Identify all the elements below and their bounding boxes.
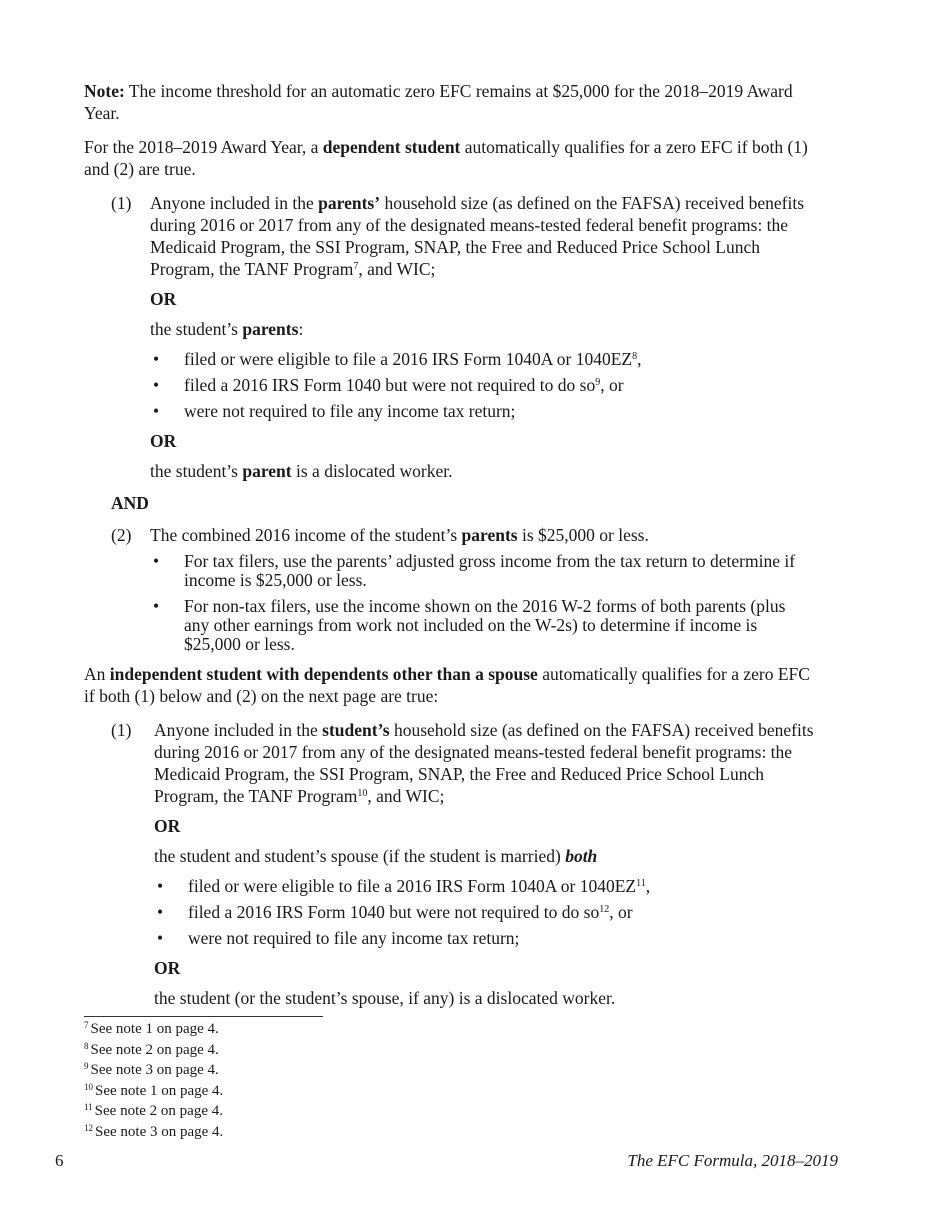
list-item-text: For tax filers, use the parents’ adjusted gross income from the tax return to determine if income is $25,000 or less. <box>184 551 796 590</box>
benefits-text-2: household size (as defined on the FAFSA) received benefits during 2016 or 2017 from any of the designated means-tested federal benefit programs: the Medicaid Program, the SSI Program, SNAP, the Free and Reduced Price School Lunch Program, the TANF Program <box>150 193 805 279</box>
independent-intro-text: An <box>84 664 110 684</box>
footnote-number: 7 <box>84 1020 89 1030</box>
footnote-text: See note 3 on page 4. <box>95 1123 224 1140</box>
list-item-text: were not required to file any income tax return; <box>188 928 520 948</box>
dependent-condition-2 <box>111 524 814 661</box>
condition-body <box>154 719 814 1009</box>
dependent-intro-text: For the 2018–2019 Award Year, a <box>84 137 323 157</box>
footnote-number: 10 <box>84 1081 93 1092</box>
tax-filing-list <box>154 875 814 949</box>
parents-lead-colon: : <box>298 319 304 339</box>
independent-student-term: independent student with dependents other than a spouse <box>109 664 538 684</box>
dependent-student-term: dependent student <box>322 137 461 157</box>
footnote <box>84 1040 223 1061</box>
dislocated-text: the student’s <box>150 461 243 481</box>
independent-intro-text-2: automatically qualifies for a zero EFC if both (1) below and (2) on the next page are true: <box>84 664 810 706</box>
footnote <box>84 1122 223 1143</box>
condition-body <box>150 524 814 661</box>
footnote-ref[interactable]: 8 <box>632 351 638 362</box>
list-item-text: filed or were eligible to file a 2016 IRS Form 1040A or 1040EZ <box>184 349 633 369</box>
benefits-text: Anyone included in the <box>150 193 319 213</box>
list-item-text: were not required to file any income tax return; <box>184 401 516 421</box>
spouse-lead <box>154 845 814 867</box>
tax-filing-list <box>150 348 814 422</box>
or-label: OR <box>150 431 177 451</box>
benefits-text-2: household size (as defined on the FAFSA) received benefits during 2016 or 2017 from any of the designated means-tested federal benefit programs: the Medicaid Program, the SSI Program, SNAP, the Free and Reduced Price School Lunch Program, the TANF Program <box>154 720 814 806</box>
list-item-tail: , or <box>600 375 624 395</box>
footnotes <box>84 1019 223 1142</box>
list-item-tail: , or <box>609 902 633 922</box>
footnote-text: See note 1 on page 4. <box>90 1021 219 1037</box>
condition-number: (2) <box>111 525 132 545</box>
benefits-paragraph <box>150 192 814 280</box>
footnote-number: 11 <box>84 1102 93 1112</box>
footnote-divider <box>84 1016 323 1017</box>
benefits-text-3: , and WIC; <box>367 786 445 806</box>
income-rules-list <box>150 552 814 654</box>
condition-number: (1) <box>111 720 132 740</box>
footnote-ref[interactable]: 9 <box>595 377 601 388</box>
bullet-icon: • <box>157 876 164 896</box>
dislocated-text-2: is a dislocated worker. <box>291 461 453 481</box>
or-separator <box>150 430 814 452</box>
and-label: AND <box>111 493 149 513</box>
dependent-intro-text-2: automatically qualifies for a zero EFC if both (1) and (2) are true. <box>84 137 808 179</box>
bullet-icon: • <box>153 349 160 369</box>
list-item <box>150 374 814 396</box>
bullet-icon: • <box>153 596 160 616</box>
income-text: The combined 2016 income of the student’s <box>150 525 462 545</box>
list-item <box>150 552 814 590</box>
bullet-icon: • <box>157 902 164 922</box>
dependent-intro <box>84 136 814 180</box>
income-paragraph <box>150 524 814 546</box>
bullet-icon: • <box>153 551 160 571</box>
list-item-tail: , <box>645 876 651 896</box>
footnote-text: See note 3 on page 4. <box>90 1062 219 1078</box>
dislocated-worker-line <box>150 460 814 482</box>
both-term: both <box>565 846 598 866</box>
footnote <box>84 1019 223 1040</box>
independent-condition-1 <box>111 719 814 1009</box>
students-term: student’s <box>322 720 390 740</box>
bullet-icon: • <box>153 375 160 395</box>
footnote-ref[interactable]: 10 <box>357 788 368 799</box>
footnote-text: See note 2 on page 4. <box>90 1041 219 1058</box>
footnote-ref[interactable]: 11 <box>636 878 646 889</box>
or-label: OR <box>154 816 181 836</box>
list-item-text: filed or were eligible to file a 2016 IRS Form 1040A or 1040EZ <box>188 876 637 896</box>
or-label: OR <box>154 958 181 978</box>
income-text-2: is $25,000 or less. <box>517 525 649 545</box>
benefits-text-3: , and WIC; <box>358 259 436 279</box>
parents-term-2: parents <box>242 319 299 339</box>
spouse-lead-text: the student and student’s spouse (if the student is married) <box>154 846 566 866</box>
or-separator <box>154 957 814 979</box>
list-item <box>154 901 814 923</box>
list-item-tail: , <box>637 349 642 369</box>
footnote-number: 8 <box>84 1040 89 1051</box>
or-separator <box>154 815 814 837</box>
condition-body <box>150 192 814 482</box>
dependent-condition-1 <box>111 192 814 482</box>
parents-lead <box>150 318 814 340</box>
footnote-ref[interactable]: 12 <box>599 904 610 915</box>
list-item <box>150 597 814 654</box>
parents-term-3: parents <box>461 525 518 545</box>
list-item-text: filed a 2016 IRS Form 1040 but were not required to do so <box>184 375 596 395</box>
footnote-text: See note 1 on page 4. <box>95 1082 224 1099</box>
page-body <box>84 80 814 1009</box>
list-item <box>154 927 814 949</box>
footnote <box>84 1081 223 1102</box>
parents-term: parents’ <box>318 193 381 213</box>
list-item-text: filed a 2016 IRS Form 1040 but were not required to do so <box>188 902 600 922</box>
footnote-number: 9 <box>84 1061 89 1071</box>
or-separator <box>150 288 814 310</box>
running-title: The EFC Formula, 2018–2019 <box>627 1151 838 1170</box>
bullet-icon: • <box>153 401 160 421</box>
footnote <box>84 1060 223 1081</box>
note-text: The income threshold for an automatic zero EFC remains at $25,000 for the 2018–2019 Award Year. <box>84 81 793 123</box>
condition-number: (1) <box>111 193 132 213</box>
benefits-paragraph <box>154 719 814 807</box>
note-paragraph <box>84 80 814 124</box>
parent-term: parent <box>242 461 292 481</box>
list-item <box>150 348 814 370</box>
independent-intro <box>84 663 814 707</box>
benefits-text: Anyone included in the <box>154 720 323 740</box>
dislocated-worker-line: the student (or the student’s spouse, if any) is a dislocated worker. <box>154 988 616 1008</box>
footnote <box>84 1101 223 1122</box>
bullet-icon: • <box>157 928 164 948</box>
footnote-text: See note 2 on page 4. <box>94 1103 223 1119</box>
note-label: Note: <box>84 81 125 101</box>
footnote-number: 12 <box>84 1122 93 1133</box>
or-label: OR <box>150 289 177 309</box>
footnote-ref[interactable]: 7 <box>353 261 359 272</box>
list-item <box>150 400 814 422</box>
parents-lead-text: the student’s <box>150 319 243 339</box>
page-number: 6 <box>55 1151 64 1170</box>
list-item-text: For non-tax filers, use the income shown on the 2016 W-2 forms of both parents (plus any other earnings from work not included on the W-2s) to determine if income is $25,000 or less. <box>184 596 786 654</box>
and-separator <box>111 492 814 514</box>
list-item <box>154 875 814 897</box>
